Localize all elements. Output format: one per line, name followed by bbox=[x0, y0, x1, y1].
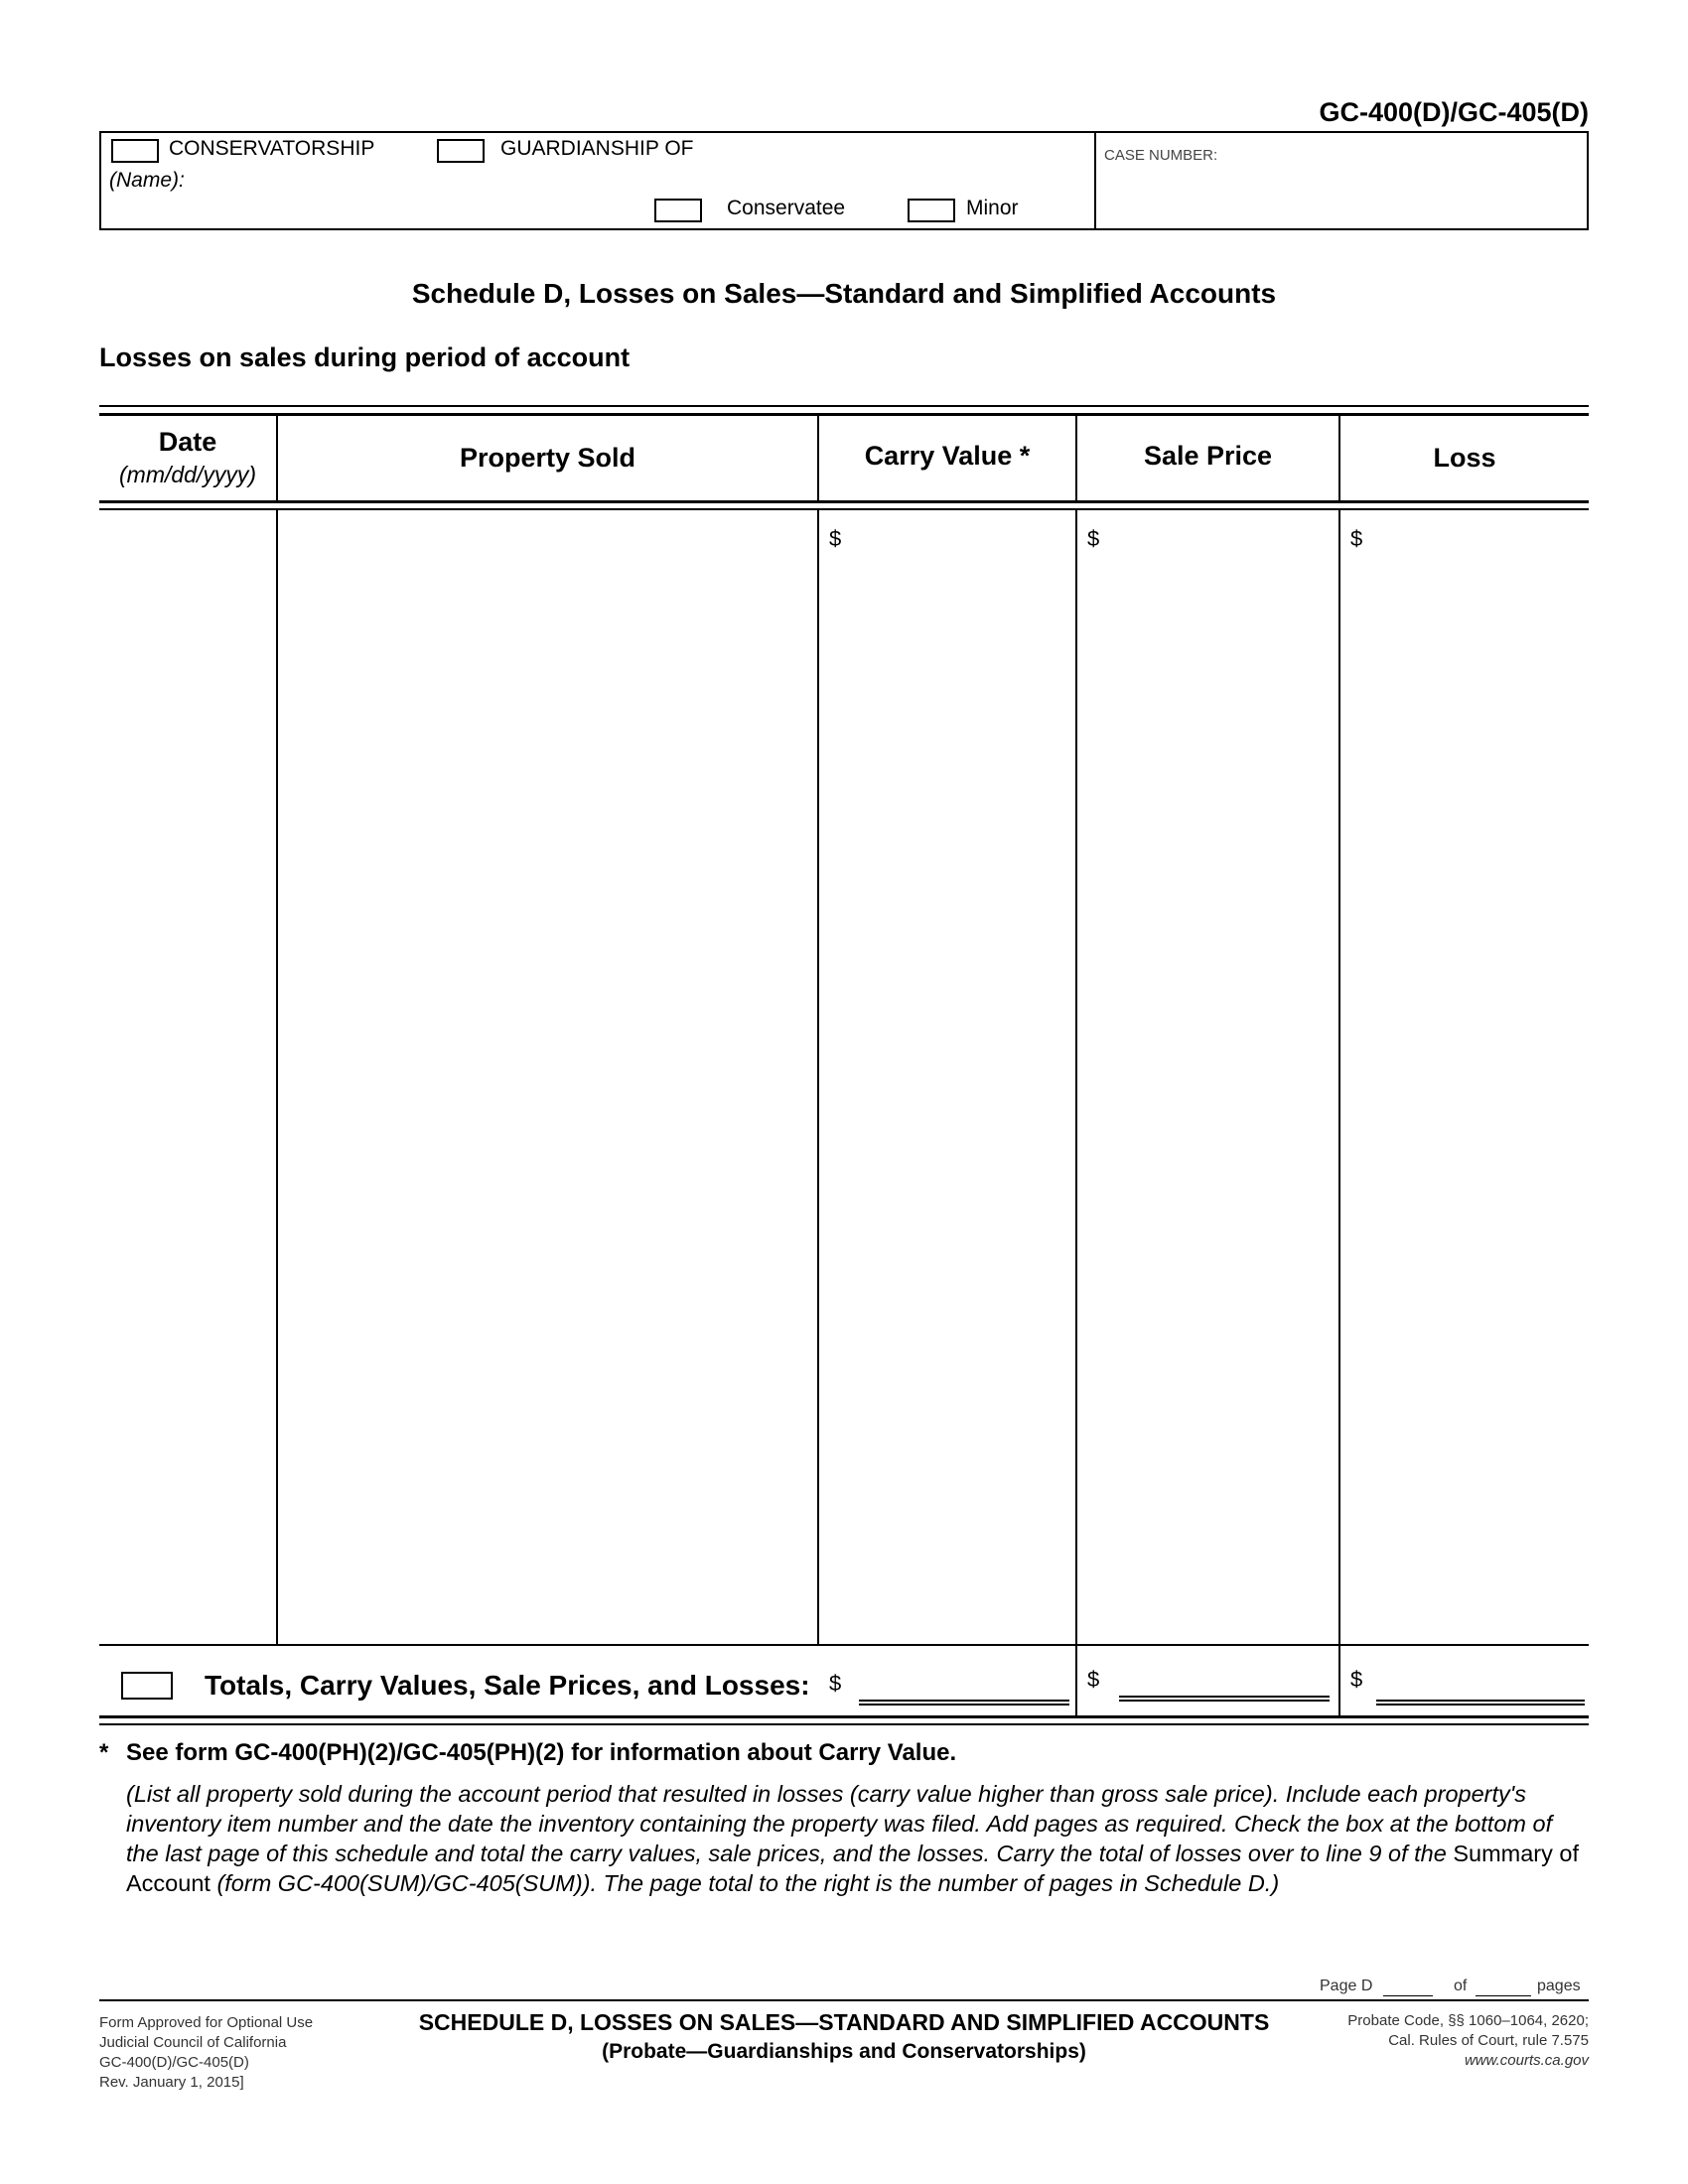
loss-total-field[interactable] bbox=[1376, 1664, 1585, 1698]
instructions-text-end: (form GC-400(SUM)/GC-405(SUM)). The page total to the right is the number of pages in Schedule D.) bbox=[216, 1870, 1280, 1896]
last-page-checkbox[interactable] bbox=[121, 1672, 173, 1700]
carry-value-footnote: See form GC-400(PH)(2)/GC-405(PH)(2) for information about Carry Value. bbox=[126, 1739, 957, 1766]
loss-currency: $ bbox=[1350, 526, 1363, 551]
conservatorship-checkbox[interactable] bbox=[111, 139, 159, 163]
property-entry-area[interactable] bbox=[279, 512, 815, 1642]
page-number-field[interactable] bbox=[1383, 1978, 1433, 1995]
case-number-label: CASE NUMBER: bbox=[1104, 147, 1218, 164]
header-bottom-rule-1 bbox=[99, 500, 1589, 503]
date-column-header bbox=[99, 427, 276, 488]
table-top-rule-2 bbox=[99, 413, 1589, 416]
of-label: of bbox=[1454, 1978, 1468, 1994]
column-divider bbox=[276, 510, 278, 1646]
sale-price-entry-area[interactable] bbox=[1078, 512, 1336, 1642]
section-subtitle: Losses on sales during period of account bbox=[99, 342, 631, 372]
footer-probate-code: Probate Code, §§ 1060–1064, 2620; bbox=[1347, 2012, 1589, 2029]
minor-checkbox[interactable] bbox=[908, 199, 955, 222]
totals-divider bbox=[1338, 1646, 1340, 1717]
property-column-header: Property Sold bbox=[459, 443, 636, 473]
footer-rules-of-court: Cal. Rules of Court, rule 7.575 bbox=[1388, 2032, 1589, 2049]
loss-total-currency: $ bbox=[1350, 1667, 1363, 1692]
summary-of-account-ref: Summary of Account bbox=[126, 1841, 1579, 1896]
table-bottom-rule-1 bbox=[99, 1715, 1589, 1718]
footer-title-block bbox=[377, 2009, 1311, 2064]
footer-subtitle: (Probate—Guardianships and Conservatorships) bbox=[602, 2040, 1086, 2063]
column-divider bbox=[817, 510, 819, 1646]
footer-title: SCHEDULE D, LOSSES ON SALES—STANDARD AND SIMPLIFIED ACCOUNTS bbox=[418, 2009, 1270, 2035]
date-format-hint: (mm/dd/yyyy) bbox=[119, 462, 256, 487]
totals-label: Totals, Carry Values, Sale Prices, and Losses: bbox=[205, 1670, 810, 1701]
footer-left-line: Judicial Council of California bbox=[99, 2034, 287, 2051]
footer-left-line: Rev. January 1, 2015] bbox=[99, 2074, 244, 2091]
totals-divider bbox=[1075, 1646, 1077, 1717]
loss-column-header: Loss bbox=[1433, 443, 1496, 473]
conservatorship-label: CONSERVATORSHIP bbox=[169, 137, 375, 160]
totals-top-rule bbox=[99, 1644, 1589, 1646]
date-header-label: Date bbox=[158, 427, 217, 457]
carry-value-column-header: Carry Value * bbox=[864, 441, 1031, 471]
name-label: (Name): bbox=[109, 169, 185, 192]
guardianship-checkbox[interactable] bbox=[437, 139, 485, 163]
footer-left-line: Form Approved for Optional Use bbox=[99, 2014, 314, 2031]
form-number: GC-400(D)/GC-405(D) bbox=[1319, 97, 1589, 127]
carry-value-total-underline bbox=[859, 1700, 1069, 1706]
sale-price-total-currency: $ bbox=[1087, 1667, 1100, 1692]
caption-divider bbox=[1094, 131, 1096, 230]
footer-legal-refs bbox=[1251, 2011, 1589, 2071]
instructions bbox=[126, 1779, 1586, 1898]
carry-value-total-currency: $ bbox=[829, 1671, 842, 1696]
minor-label: Minor bbox=[966, 197, 1019, 219]
footer-website-link[interactable]: www.courts.ca.gov bbox=[1464, 2052, 1589, 2069]
footnote-star: * bbox=[99, 1739, 109, 1766]
sale-price-currency: $ bbox=[1087, 526, 1100, 551]
conservatee-checkbox[interactable] bbox=[654, 199, 702, 222]
carry-value-entry-area[interactable] bbox=[820, 512, 1073, 1642]
carry-value-total-field[interactable] bbox=[859, 1664, 1069, 1698]
sale-price-column-header: Sale Price bbox=[1143, 441, 1273, 471]
loss-entry-area[interactable] bbox=[1341, 512, 1589, 1642]
page-label: Page D bbox=[1320, 1978, 1373, 1994]
column-divider bbox=[1338, 510, 1340, 1646]
schedule-title: Schedule D, Losses on Sales—Standard and Simplified Accounts bbox=[411, 278, 1277, 309]
footer-rule bbox=[99, 1999, 1589, 2001]
footer-left-line: GC-400(D)/GC-405(D) bbox=[99, 2054, 249, 2071]
sale-price-total-underline bbox=[1119, 1696, 1330, 1702]
date-entry-area[interactable] bbox=[99, 512, 274, 1642]
sale-price-total-field[interactable] bbox=[1119, 1664, 1330, 1698]
loss-total-underline bbox=[1376, 1700, 1585, 1706]
total-pages-field[interactable] bbox=[1476, 1978, 1531, 1995]
case-number-field[interactable] bbox=[1102, 169, 1579, 224]
table-bottom-rule-2 bbox=[99, 1723, 1589, 1725]
instructions-text: (List all property sold during the account period that resulted in losses (carry value higher than gross sale price). Include each property's inventory item number and the date the inventory containing the property was filed. Add pages as required. Check the box at the bottom of the last page of this schedule and total the carry values, sale prices, and the losses. Carry the total of losses over to line 9 of the bbox=[126, 1781, 1553, 1866]
header-bottom-rule-2 bbox=[99, 508, 1589, 510]
pages-label: pages bbox=[1537, 1978, 1581, 1994]
conservatee-label: Conservatee bbox=[727, 197, 846, 219]
footer-form-info bbox=[99, 2013, 313, 2093]
carry-value-currency: $ bbox=[829, 526, 842, 551]
table-top-rule-1 bbox=[99, 405, 1589, 407]
guardianship-label: GUARDIANSHIP OF bbox=[500, 137, 694, 160]
column-divider bbox=[1075, 510, 1077, 1646]
